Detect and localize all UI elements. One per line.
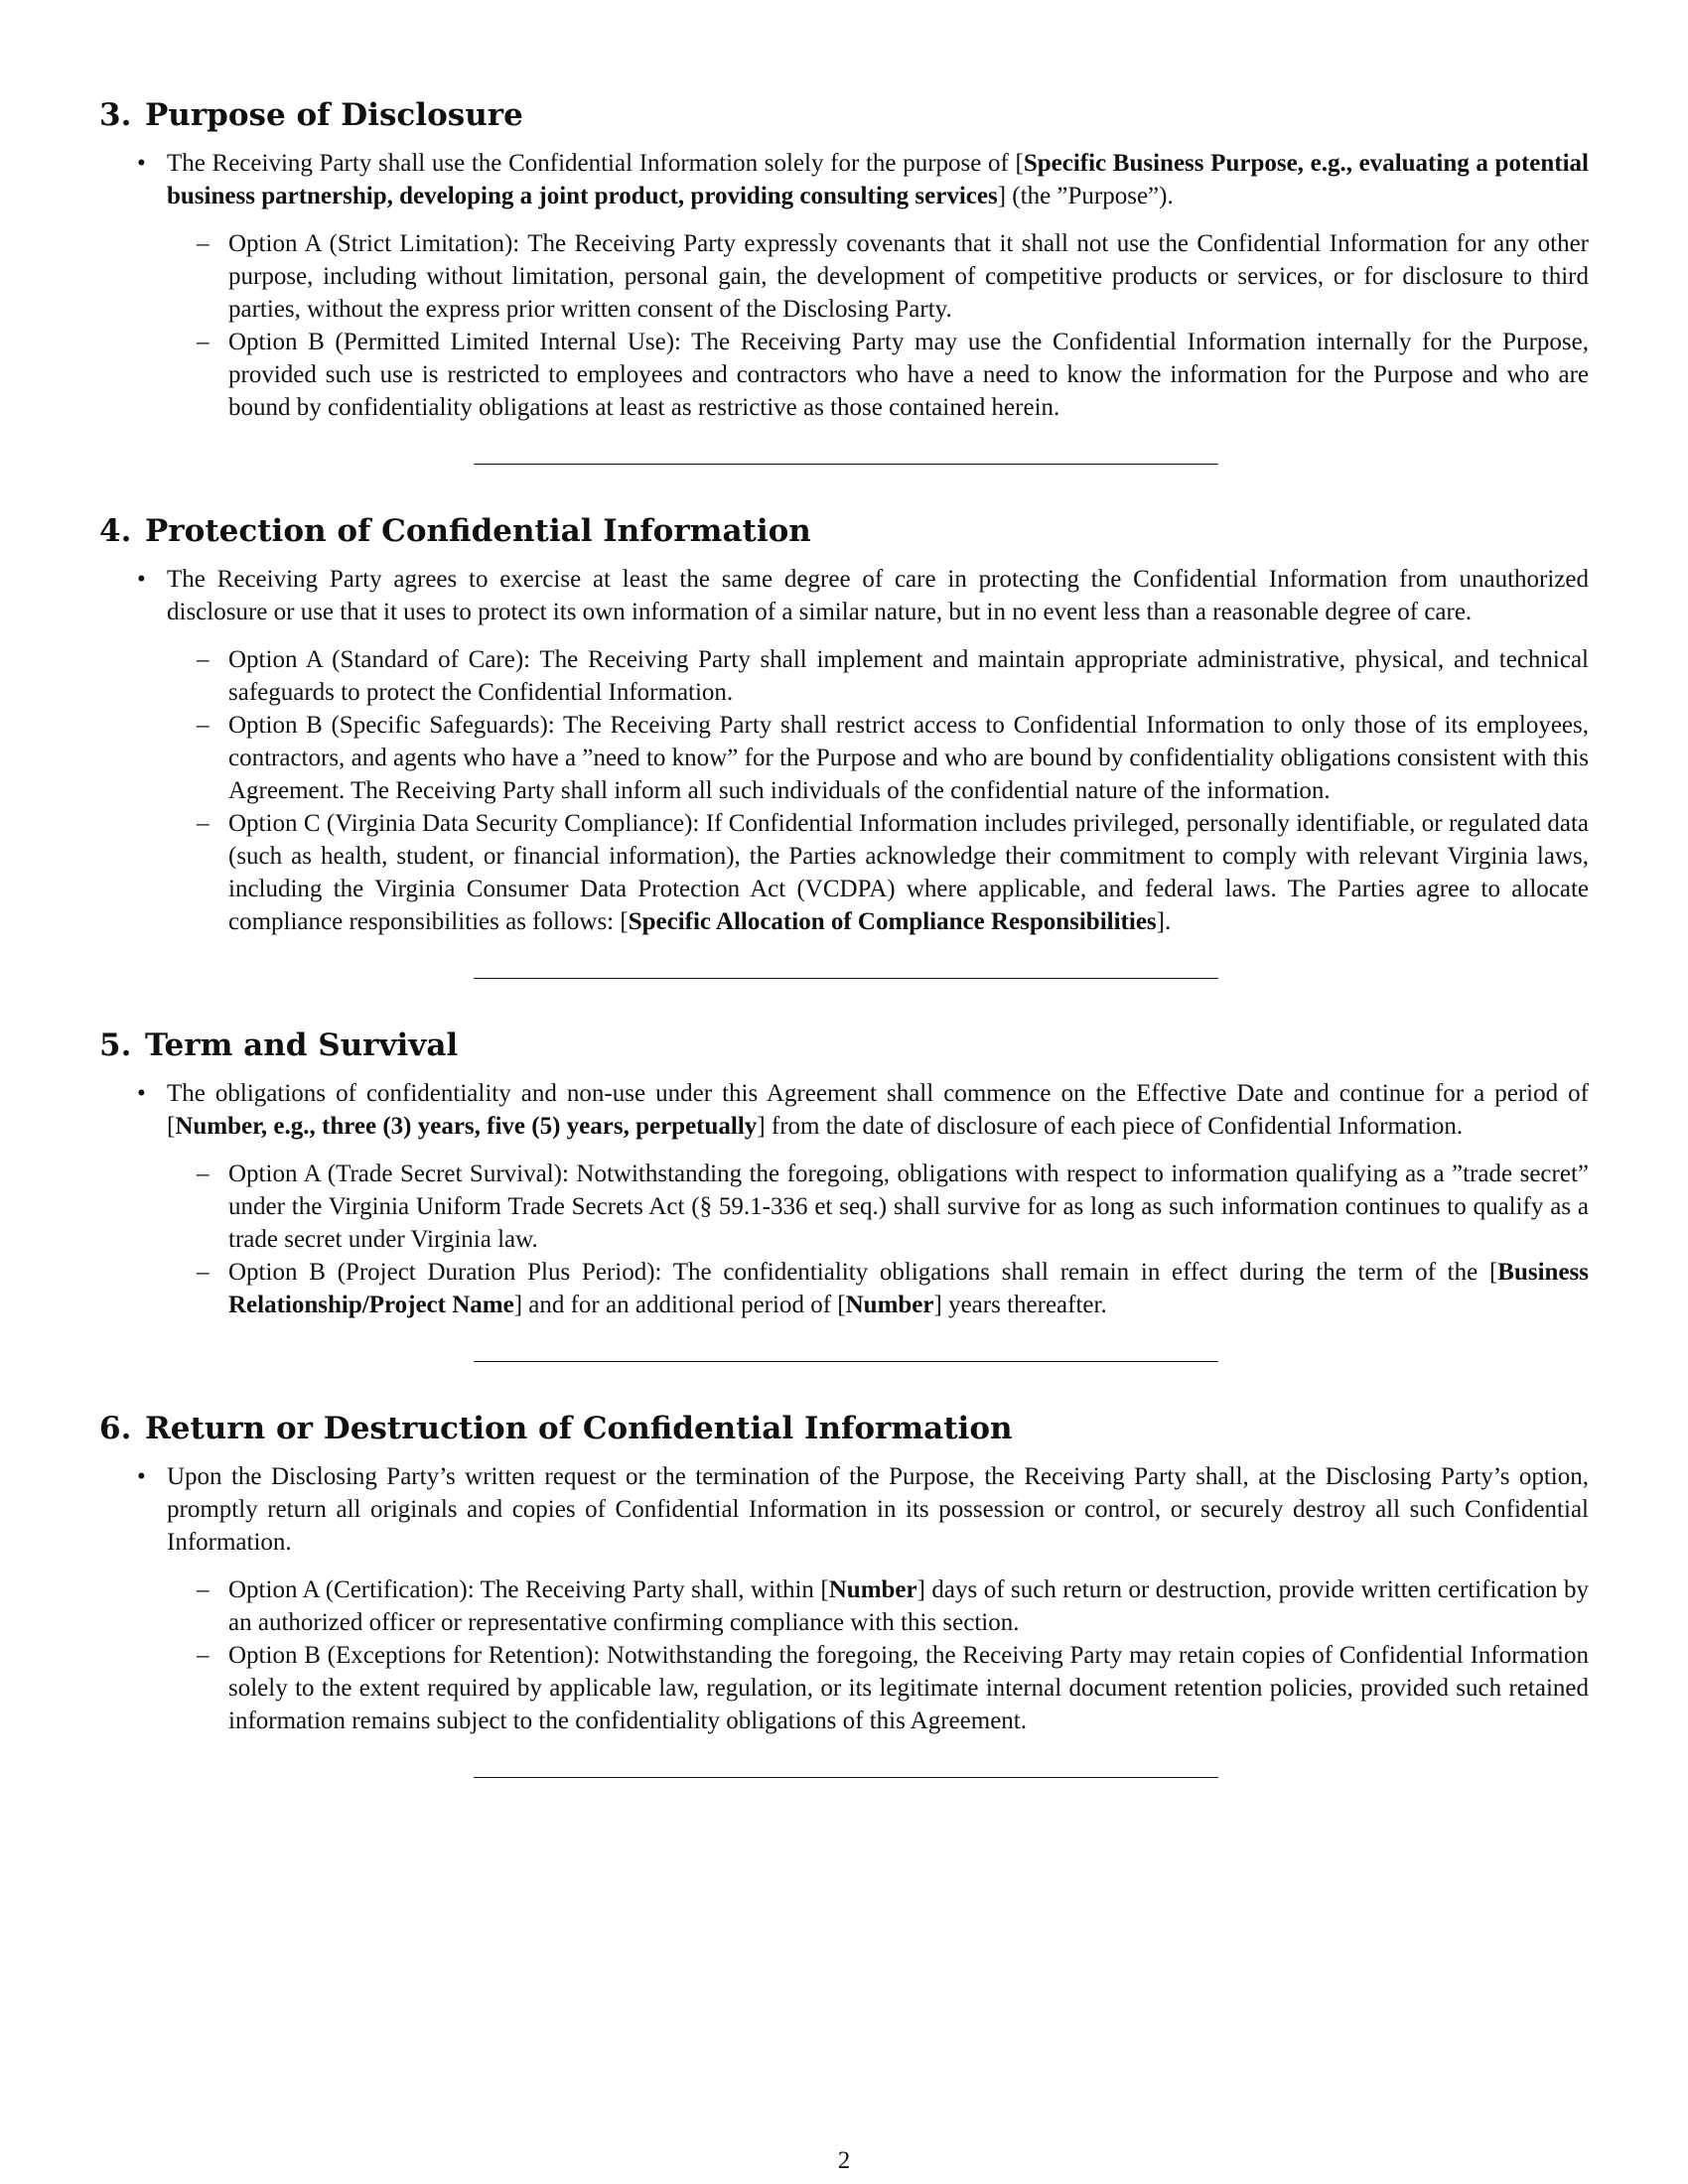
section-bullet: [99, 147, 1589, 212]
option-text: Option A (Trade Secret Survival): Notwithstanding the foregoing, obligations with respect to information qualifying as a ”trade secret” under the Virginia Uniform Trade Secrets Act (§ 59.1-336 et seq.) shall survive for as long as such information continues to qualify as a trade secret under Virginia law.: [228, 1160, 1589, 1253]
option-text: Option A (Strict Limitation): The Receiving Party expressly covenants that it shall not use the Confidential Information for any other purpose, including without limitation, personal gain, the development of competitive products or services, or for disclosure to third parties, without the express prior written consent of the Disclosing Party.: [228, 230, 1589, 323]
dash-marker: –: [197, 1160, 210, 1187]
option-text: Option B (Project Duration Plus Period): The confidentiality obligations shall remain in effect during the term of the [: [228, 1259, 1498, 1286]
option-list: [99, 1573, 1589, 1737]
bullet-marker: •: [137, 150, 146, 177]
section-bullet: [99, 563, 1589, 628]
section-bullet: [99, 1077, 1589, 1143]
placeholder-text: Number: [828, 1576, 917, 1603]
bullet-marker: •: [137, 566, 146, 593]
placeholder-text: Number, e.g., three (3) years, five (5) years, perpetually: [175, 1113, 758, 1140]
section-heading: [99, 95, 1589, 135]
section-divider: [474, 1361, 1218, 1362]
dash-marker: –: [197, 1259, 210, 1286]
section-bullet: [99, 1460, 1589, 1559]
dash-marker: –: [197, 810, 210, 837]
option-text: ] and for an additional period of [: [513, 1292, 846, 1318]
option-text: Option B (Specific Safeguards): The Receiving Party shall restrict access to Confidential Information to only those of its employees, contractors, and agents who have a ”need to know” for the Purpose and who are bound by confidentiality obligations consistent with this Agreement. The Receiving Party shall inform all such individuals of the confidential nature of the information.: [228, 712, 1589, 804]
option-text: ].: [1156, 908, 1172, 935]
option-item: [99, 326, 1589, 424]
bullet-text: ] from the date of disclosure of each piece of Confidential Information.: [757, 1113, 1464, 1140]
section-title: Purpose of Disclosure: [145, 97, 523, 133]
section-number: 3.: [99, 97, 132, 133]
option-list: [99, 227, 1589, 424]
placeholder-text: Specific Allocation of Compliance Responsibilities: [628, 908, 1157, 935]
bullet-text: The obligations of confidentiality and non-use under this Agreement shall commence on the Effective Date and continue for a period of [: [167, 1080, 1589, 1140]
option-text: Option B (Permitted Limited Internal Use): The Receiving Party may use the Confidential Information internally for the Purpose, provided such use is restricted to employees and contractors who have a need to know the information for the Purpose and who are bound by confidentiality obligations at least as restrictive as those contained herein.: [228, 329, 1589, 421]
page-number: 2: [837, 2147, 851, 2174]
dash-marker: –: [197, 230, 210, 257]
section-title: Protection of Confidential Information: [145, 513, 811, 549]
section-number: 6.: [99, 1411, 132, 1446]
dash-marker: –: [197, 1642, 210, 1669]
dash-marker: –: [197, 329, 210, 355]
section-number: 5.: [99, 1027, 132, 1063]
section-heading: [99, 1025, 1589, 1065]
option-item: [99, 227, 1589, 326]
option-list: [99, 1158, 1589, 1321]
dash-marker: –: [197, 712, 210, 739]
section-return-or-destruction: [99, 1409, 1589, 1737]
option-text: Option A (Standard of Care): The Receiving Party shall implement and maintain appropriate administrative, physical, and technical safeguards to protect the Confidential Information.: [228, 646, 1589, 706]
placeholder-text: Number: [845, 1292, 934, 1318]
bullet-marker: •: [137, 1463, 146, 1490]
dash-marker: –: [197, 1576, 210, 1603]
section-protection-of-confidential-information: [99, 511, 1589, 938]
bullet-text: The Receiving Party agrees to exercise at least the same degree of care in protecting the Confidential Information from unauthorized disclosure or use that it uses to protect its own information of a similar nature, but in no event less than a reasonable degree of care.: [167, 566, 1589, 625]
option-item: [99, 643, 1589, 709]
option-text: ] years thereafter.: [933, 1292, 1107, 1318]
option-text: ] days of such return or destruction, provide written certification by an authorized officer or representative confirming compliance with this section.: [228, 1576, 1589, 1636]
option-item: [99, 1158, 1589, 1256]
section-purpose-of-disclosure: [99, 95, 1589, 424]
option-text: Option B (Exceptions for Retention): Notwithstanding the foregoing, the Receiving Party may retain copies of Confidential Information solely to the extent required by applicable law, regulation, or its legitimate internal document retention policies, provided such retained information remains subject to the confidentiality obligations of this Agreement.: [228, 1642, 1589, 1734]
section-divider: [474, 464, 1218, 465]
option-item: [99, 1573, 1589, 1639]
section-term-and-survival: [99, 1025, 1589, 1321]
document-page: [99, 95, 1589, 1778]
option-text: Option C (Virginia Data Security Compliance): If Confidential Information includes privileged, personally identifiable, or regulated data (such as health, student, or financial information), the Parties acknowledge their commitment to comply with relevant Virginia laws, including the Virginia Consumer Data Protection Act (VCDPA) where applicable, and federal laws. The Parties agree to allocate compliance responsibilities as follows: [: [228, 810, 1589, 935]
bullet-marker: •: [137, 1080, 146, 1107]
option-item: [99, 807, 1589, 938]
option-list: [99, 643, 1589, 938]
bullet-text: The Receiving Party shall use the Confidential Information solely for the purpose of [: [167, 150, 1024, 177]
dash-marker: –: [197, 646, 210, 673]
section-title: Term and Survival: [145, 1027, 459, 1063]
placeholder-text: Specific Business Purpose, e.g., evaluating a potential business partnership, developing a joint product, providing consulting services: [167, 150, 1590, 209]
placeholder-text: Business Relationship/Project Name: [228, 1259, 1589, 1318]
section-divider: [474, 978, 1218, 979]
bullet-text: ] (the ”Purpose”).: [997, 183, 1174, 209]
section-title: Return or Destruction of Confidential Information: [145, 1411, 1013, 1446]
section-heading: [99, 1409, 1589, 1448]
section-divider: [474, 1777, 1218, 1778]
section-heading: [99, 511, 1589, 551]
bullet-text: Upon the Disclosing Party’s written request or the termination of the Purpose, the Receiving Party shall, at the Disclosing Party’s option, promptly return all originals and copies of Confidential Information in its possession or control, or securely destroy all such Confidential Information.: [167, 1463, 1589, 1556]
option-text: Option A (Certification): The Receiving Party shall, within [: [228, 1576, 829, 1603]
option-item: [99, 709, 1589, 807]
option-item: [99, 1256, 1589, 1321]
option-item: [99, 1639, 1589, 1737]
section-number: 4.: [99, 513, 132, 549]
